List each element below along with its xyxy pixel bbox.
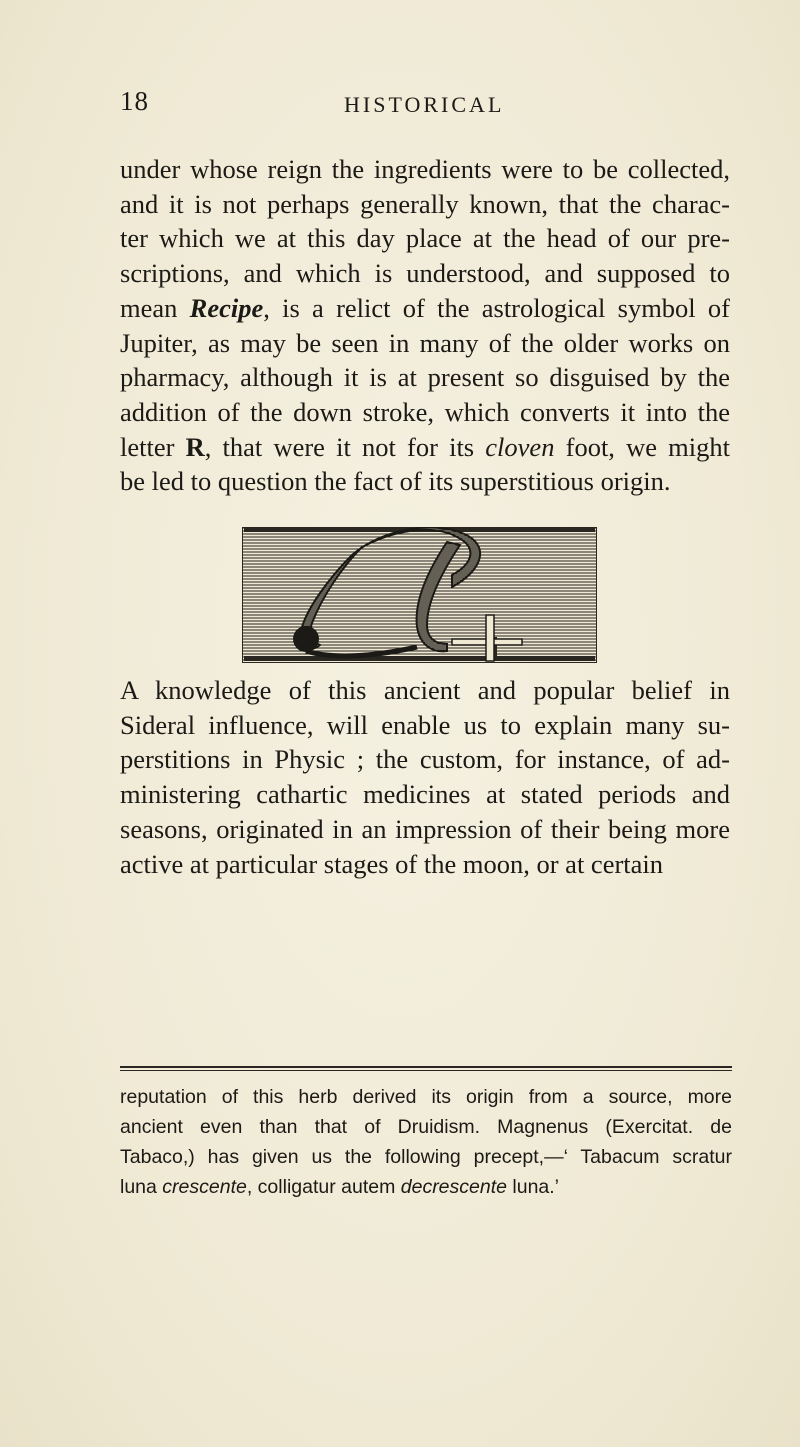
page-header — [120, 86, 730, 126]
text-line: perstitions in Physic ; the custom, for instance, of ad- — [120, 744, 730, 775]
text-line: ministering cathartic medicines at stated periods and — [120, 779, 730, 810]
text-line: Tabaco,) has given us the following precept,—‘ Tabacum scratur — [120, 1146, 732, 1168]
text-line: letter R, that were it not for its cloven foot, we might — [120, 431, 731, 462]
footnote-rule-thin — [120, 1070, 732, 1071]
text-line: addition of the down stroke, which converts it into the — [120, 396, 730, 427]
page-number: 18 — [120, 86, 149, 116]
text-line: ter which we at this day place at the head of our pre- — [120, 223, 730, 254]
running-head: HISTORICAL — [344, 92, 505, 117]
paragraph-1 — [120, 152, 730, 499]
text-line: scriptions, and which is understood, and supposed to — [120, 258, 730, 289]
text-line: Sideral influence, will enable us to explain many su- — [120, 709, 730, 740]
text-line: pharmacy, although it is at present so disguised by the — [120, 362, 730, 393]
text-line: Jupiter, as may be seen in many of the older works on — [120, 327, 730, 358]
text-line: active at particular stages of the moon, or at certain — [120, 848, 664, 879]
jupiter-symbol-icon — [242, 527, 597, 663]
text-line: A knowledge of this ancient and popular belief in — [120, 675, 730, 705]
text-line: luna crescente, colligatur autem decrescente luna.’ — [120, 1176, 560, 1198]
text-line: under whose reign the ingredients were to be collected, — [120, 154, 730, 184]
paragraph-2 — [120, 673, 730, 881]
text-line: be led to question the fact of its superstitious origin. — [120, 466, 671, 497]
footnote-rule — [120, 1066, 732, 1068]
footnote — [120, 1082, 732, 1202]
text-line: mean Recipe, is a relict of the astrological symbol of — [120, 292, 731, 323]
text-line: reputation of this herb derived its origin from a source, more — [120, 1086, 732, 1108]
jupiter-symbol-figure — [242, 527, 597, 663]
text-line: ancient even than that of Druidism. Magnenus (Exercitat. de — [120, 1116, 732, 1138]
text-line: seasons, originated in an impression of their being more — [120, 813, 730, 844]
text-line: and it is not perhaps generally known, that the charac- — [120, 188, 730, 219]
